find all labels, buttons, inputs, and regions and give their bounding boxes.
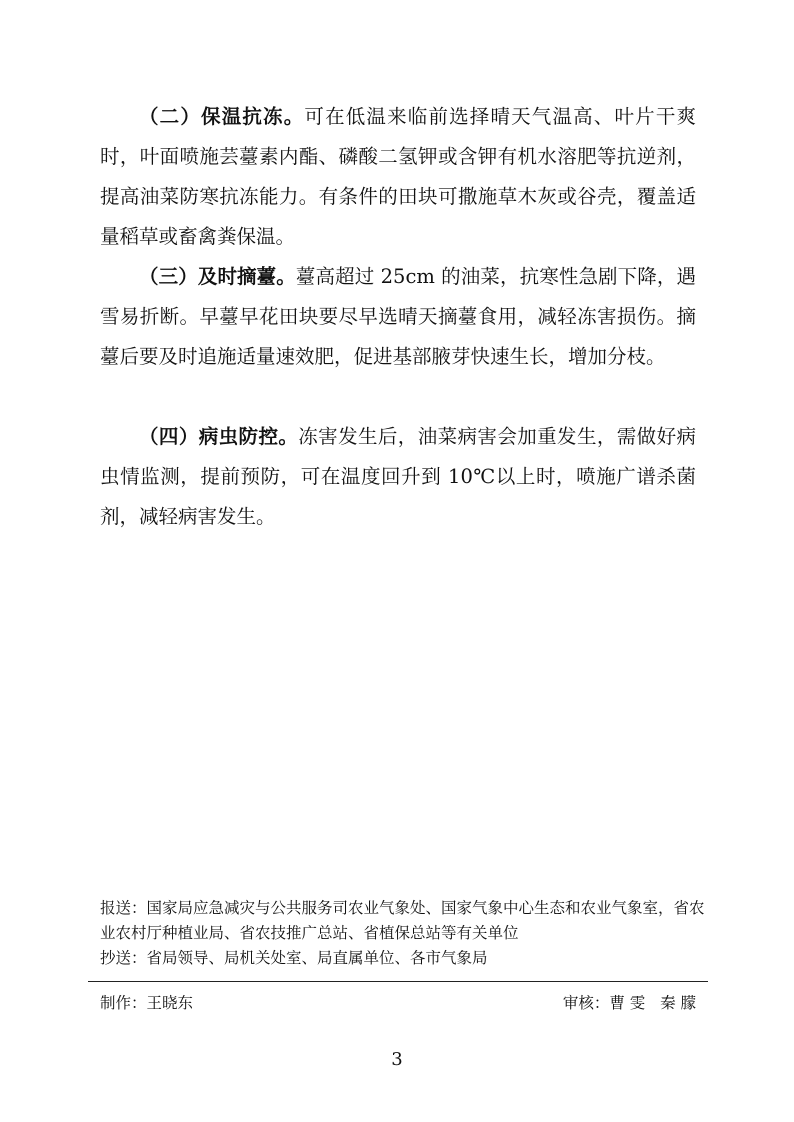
producer-credit: 制作：王晓东 xyxy=(100,994,194,1012)
section-body: 薹高超过 25cm 的油菜，抗寒性急剧下降，遇雪易折断。早薹早花田块要尽早选晴天摘薹食用，减轻冻害损伤。摘薹后要及时追施适量速效肥，促进基部腋芽快速生长，增加分枝。 xyxy=(100,265,696,368)
section-heading: （二）保温抗冻。 xyxy=(139,105,305,128)
footer-divider xyxy=(88,981,708,982)
reviewer-credit: 审核：曹 雯 秦 朦 xyxy=(562,994,696,1012)
section-heading: （四）病虫防控。 xyxy=(139,425,299,448)
section-body: 可在低温来临前选择晴天气温高、叶片干爽时，叶面喷施芸薹素内酯、磷酸二氢钾或含钾有机水溶肥等抗逆剂，提高油菜防寒抗冻能力。有条件的田块可撒施草木灰或谷壳，覆盖适量稻草或畜禽粪保温。 xyxy=(100,105,696,248)
section-body: 冻害发生后，油菜病害会加重发生，需做好病虫情监测，提前预防，可在温度回升到 10℃以上时，喷施广谱杀菌剂，减轻病害发生。 xyxy=(100,425,696,528)
section-bolt-removal xyxy=(100,257,696,377)
section-pest-control xyxy=(100,417,696,537)
report-to-line: 报送：国家局应急减灾与公共服务司农业气象处、国家气象中心生态和农业气象室，省农业农村厅种植业局、省农技推广总站、省植保总站等有关单位 xyxy=(100,899,705,942)
copy-to-line: 抄送：省局领导、局机关处室、局直属单位、各市气象局 xyxy=(100,949,488,967)
section-insulation-antifreeze xyxy=(100,97,696,257)
distribution-list xyxy=(100,896,712,971)
section-heading: （三）及时摘薹。 xyxy=(139,265,296,288)
page-number: 3 xyxy=(391,1049,403,1070)
